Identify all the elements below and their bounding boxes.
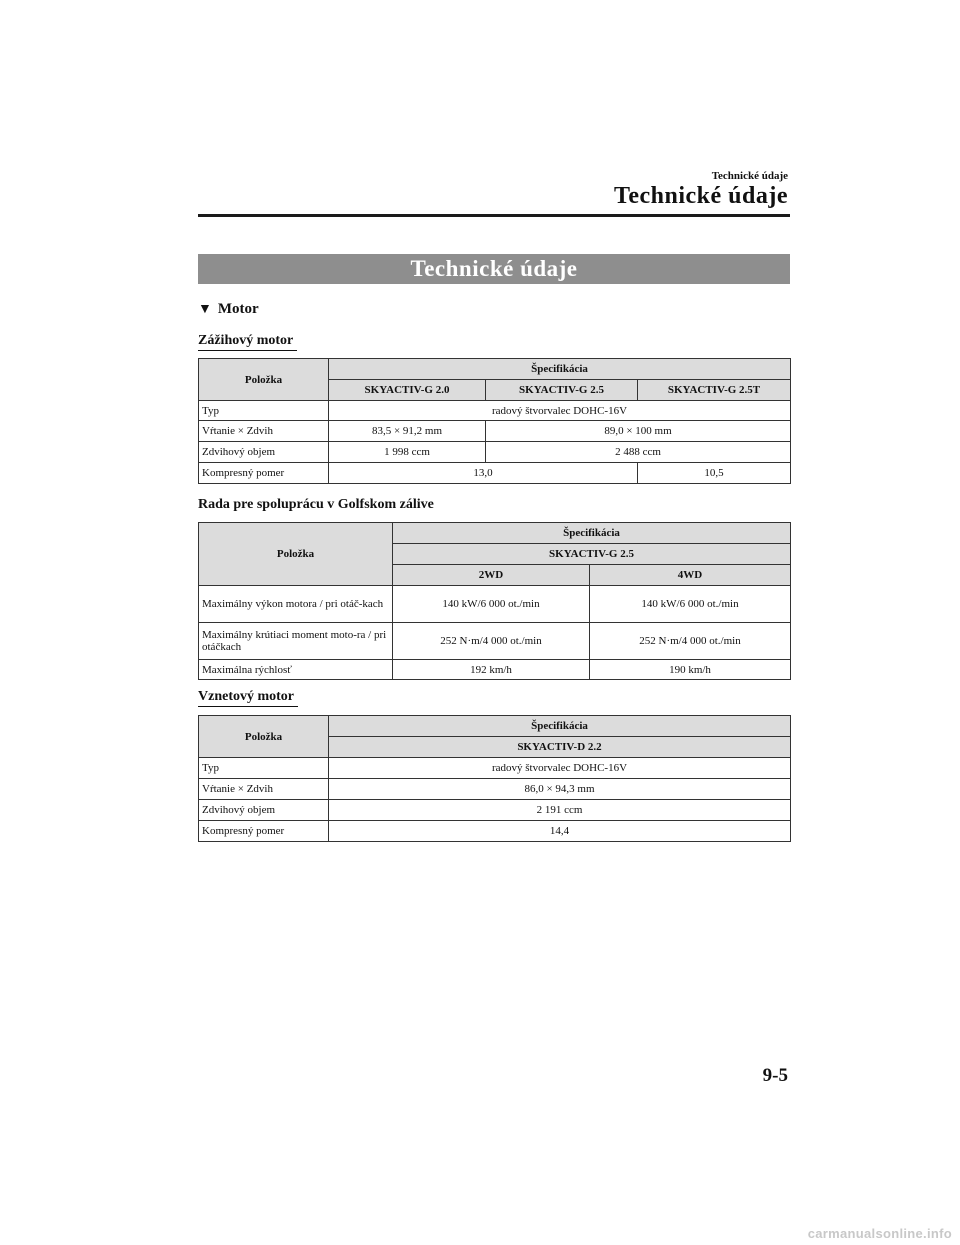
cell-value: 1 998 ccm [329, 442, 486, 463]
table-row [199, 421, 791, 442]
table-row [199, 586, 791, 623]
drive-header: 4WD [590, 565, 791, 586]
row-label: Kompresný pomer [199, 463, 329, 484]
table-row [199, 758, 791, 779]
diesel-engine-table [198, 715, 791, 842]
drive-header: 2WD [393, 565, 590, 586]
col-header-spec: Špecifikácia [329, 716, 791, 737]
row-label: Maximálny výkon motora / pri otáč-kach [199, 586, 393, 623]
row-label: Vŕtanie × Zdvih [199, 421, 329, 442]
row-label: Typ [199, 401, 329, 421]
cell-value: 83,5 × 91,2 mm [329, 421, 486, 442]
cell-value: 190 km/h [590, 660, 791, 680]
cell-value: 192 km/h [393, 660, 590, 680]
section-heading-motor [198, 301, 259, 318]
table-row [199, 442, 791, 463]
diesel-engine-heading: Vznetový motor [198, 689, 298, 707]
col-header-spec: Špecifikácia [329, 359, 791, 380]
cell-value: 140 kW/6 000 ot./min [393, 586, 590, 623]
table-row [199, 623, 791, 660]
page-number: 9-5 [762, 1065, 788, 1086]
table-row [199, 401, 791, 421]
variant-header: SKYACTIV-G 2.0 [329, 380, 486, 401]
gasoline-engine-heading: Zážihový motor [198, 333, 297, 351]
cell-value: 2 191 ccm [329, 800, 791, 821]
running-header-title: Technické údaje [614, 183, 788, 209]
cell-value: 14,4 [329, 821, 791, 842]
cell-value: 89,0 × 100 mm [486, 421, 791, 442]
cell-value: 86,0 × 94,3 mm [329, 779, 791, 800]
col-header-spec: Špecifikácia [393, 523, 791, 544]
table-row [199, 463, 791, 484]
cell-value: 140 kW/6 000 ot./min [590, 586, 791, 623]
table-row [199, 779, 791, 800]
gasoline-engine-table [198, 358, 791, 484]
col-header-item: Položka [199, 359, 329, 401]
section-motor-label: Motor [217, 301, 259, 317]
row-label: Zdvihový objem [199, 800, 329, 821]
row-label: Maximálna rýchlosť [199, 660, 393, 680]
cell-value: 10,5 [638, 463, 791, 484]
gulf-heading: Rada pre spoluprácu v Golfskom zálive [198, 497, 434, 512]
variant-header: SKYACTIV-G 2.5T [638, 380, 791, 401]
row-label: Zdvihový objem [199, 442, 329, 463]
row-label: Vŕtanie × Zdvih [199, 779, 329, 800]
variant-header: SKYACTIV-G 2.5 [486, 380, 638, 401]
watermark: carmanualsonline.info [807, 1226, 952, 1241]
cell-value: 2 488 ccm [486, 442, 791, 463]
cell-value: 13,0 [329, 463, 638, 484]
cell-value: 252 N·m/4 000 ot./min [590, 623, 791, 660]
gulf-table [198, 522, 791, 680]
row-label: Maximálny krútiaci moment moto-ra / pri otáčkach [199, 623, 393, 660]
col-header-item: Položka [199, 523, 393, 586]
row-label: Typ [199, 758, 329, 779]
cell-value: radový štvorvalec DOHC-16V [329, 758, 791, 779]
row-label: Kompresný pomer [199, 821, 329, 842]
cell-value: 252 N·m/4 000 ot./min [393, 623, 590, 660]
chapter-banner: Technické údaje [198, 254, 790, 284]
table-row [199, 800, 791, 821]
header-divider [198, 214, 790, 217]
col-header-item: Položka [199, 716, 329, 758]
table-row [199, 821, 791, 842]
running-header-small: Technické údaje [711, 170, 788, 182]
table-row [199, 660, 791, 680]
engine-header: SKYACTIV-D 2.2 [329, 737, 791, 758]
engine-header: SKYACTIV-G 2.5 [393, 544, 791, 565]
triangle-down-icon: ▼ [198, 302, 212, 317]
cell-value: radový štvorvalec DOHC-16V [329, 401, 791, 421]
